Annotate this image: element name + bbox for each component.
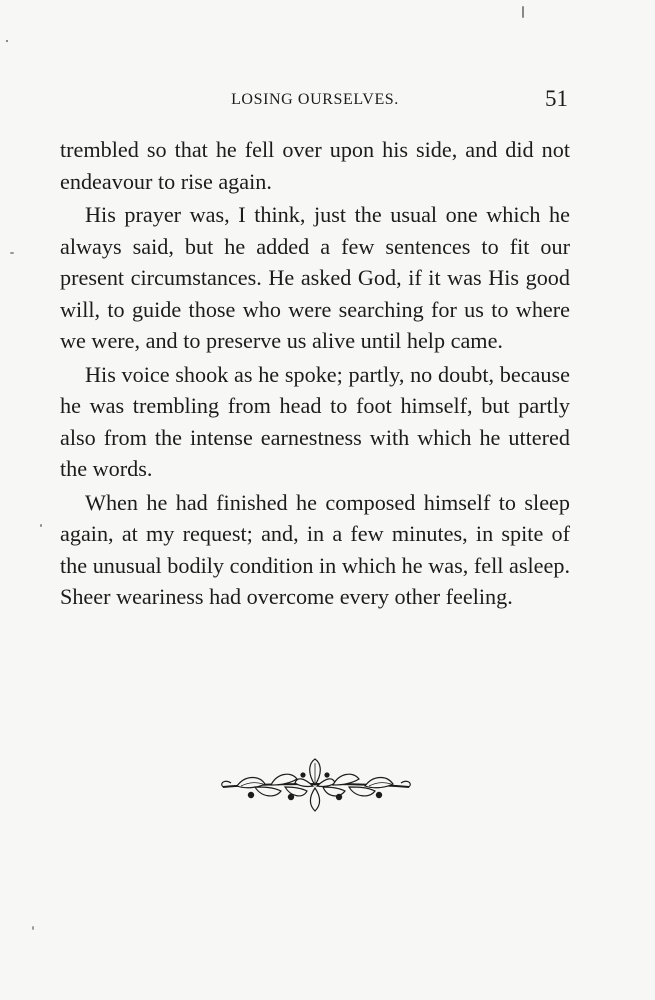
page-number: 51 [545, 86, 568, 111]
paper-speck [32, 926, 34, 930]
paragraph-4: When he had finished he composed himself to sleep again, at my request; and, in a few minutes, in spite of the unusual bodily condition in which he was, fell asleep. Sheer weariness had overcome every other feeling. [60, 489, 570, 609]
paragraph-2: His prayer was, I think, just the usual one which he always said, but he added a few sentences to fit our present circumstances. He asked God, if it was His good will, to guide those who were searching for us to where we were, and to preserve us alive until help came. [60, 202, 570, 353]
paper-speck [10, 252, 14, 254]
paper-speck [522, 6, 524, 18]
leaf-vine-ornament-icon [215, 755, 415, 815]
paragraph-1: trembled so that he fell over upon his side, and did not endeavour to rise again. [60, 137, 570, 194]
paragraph-3: His voice shook as he spoke; partly, no doubt, because he was trembling from head to foot himself, but partly also from the intense earnestness with which he uttered the words. [60, 361, 570, 481]
body-text [60, 134, 570, 615]
running-head [60, 86, 570, 116]
paper-speck [40, 524, 42, 527]
paper-speck [6, 40, 8, 42]
running-title: LOSING OURSELVES. [231, 91, 399, 108]
